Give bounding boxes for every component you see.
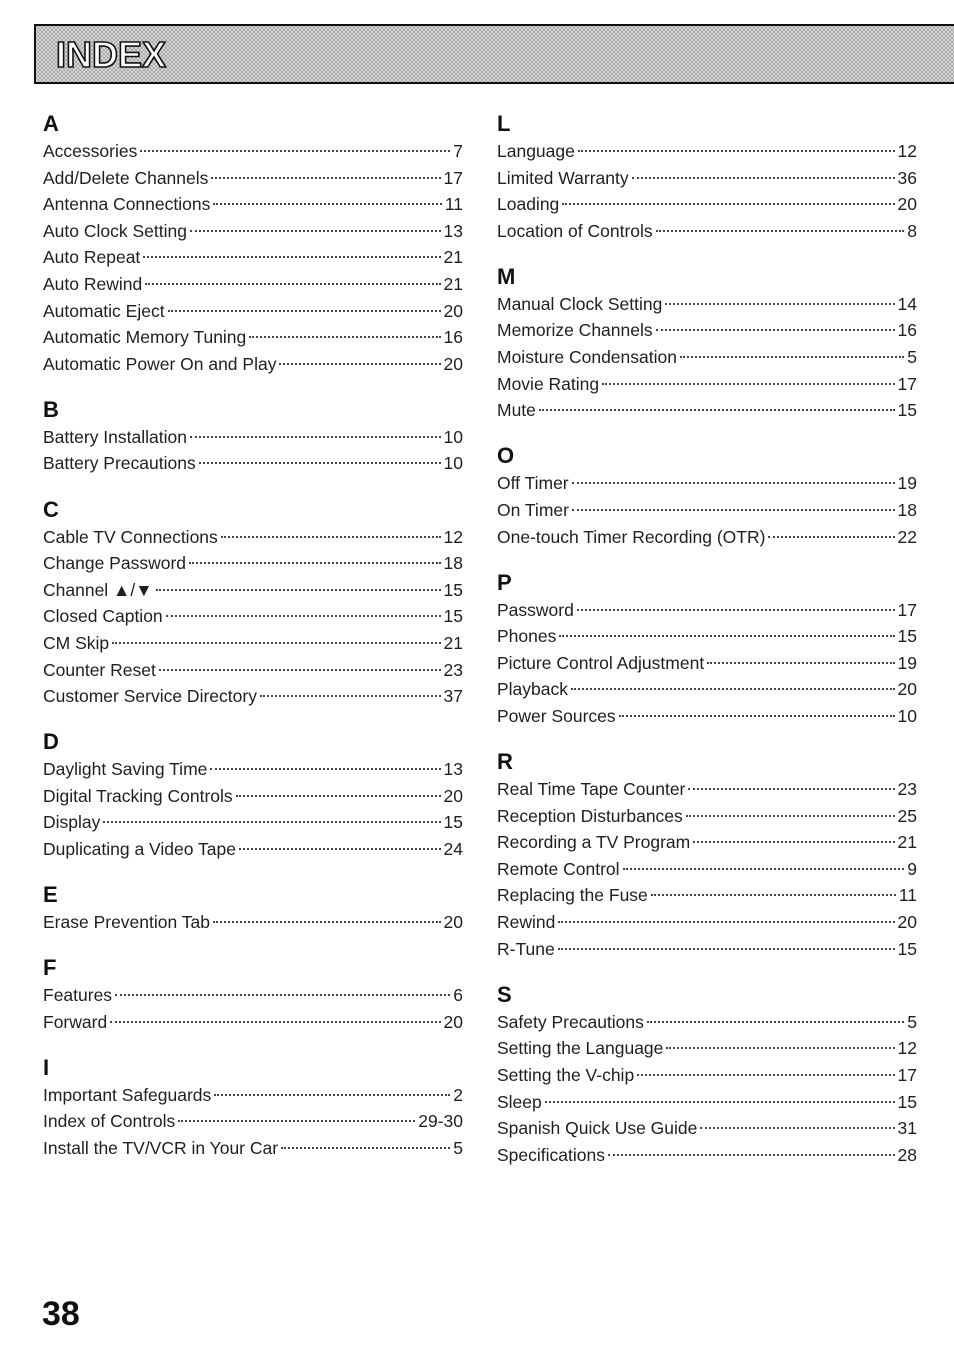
section-letter: B	[43, 396, 59, 422]
index-entry	[497, 936, 917, 963]
dot-leader	[190, 230, 441, 232]
dot-leader	[281, 1147, 450, 1149]
dot-leader	[213, 203, 441, 205]
index-entry	[497, 371, 917, 398]
index-entry	[497, 829, 917, 856]
index-term: Recording a TV Program	[497, 832, 691, 853]
index-term: Accessories	[43, 141, 138, 161]
index-entry	[497, 623, 917, 650]
index-page-ref: 23	[897, 779, 917, 800]
index-entry	[497, 1115, 917, 1142]
index-entry	[43, 577, 463, 604]
index-entry	[497, 803, 917, 830]
index-entry	[497, 524, 917, 551]
dot-leader	[545, 1101, 895, 1103]
index-term: Closed Caption	[43, 606, 163, 627]
index-page-ref: 9	[907, 858, 917, 879]
dot-leader	[189, 562, 441, 564]
dot-leader	[143, 256, 440, 258]
index-entry	[43, 324, 463, 351]
index-entry	[43, 244, 463, 271]
index-entry	[497, 1062, 917, 1089]
index-entry	[43, 218, 463, 245]
index-term: Add/Delete Channels	[43, 167, 209, 188]
index-page-ref: 20	[897, 912, 917, 933]
index-page-ref: 20	[897, 194, 917, 215]
dot-leader	[623, 868, 905, 870]
index-entry	[497, 218, 917, 245]
dot-leader	[260, 695, 441, 697]
index-term: One-touch Timer Recording (OTR)	[497, 526, 766, 547]
index-term: On Timer	[497, 499, 569, 520]
index-term: Display	[43, 812, 101, 833]
index-page-ref: 10	[443, 453, 463, 474]
dot-leader	[214, 1094, 450, 1096]
index-term: Automatic Power On and Play	[43, 353, 277, 374]
index-page-ref: 28	[897, 1144, 917, 1165]
index-page-ref: 16	[443, 327, 463, 348]
dot-leader	[572, 509, 895, 511]
index-section-b	[43, 396, 463, 477]
dot-leader	[221, 536, 441, 538]
index-page-ref: 18	[897, 499, 917, 520]
index-page-ref: 20	[897, 679, 917, 700]
dot-leader	[115, 994, 450, 996]
dot-leader	[110, 1021, 440, 1023]
section-letter: P	[497, 569, 512, 595]
index-page-ref: 29-30	[418, 1111, 463, 1132]
index-page-ref: 12	[897, 1038, 917, 1059]
index-page-ref: 12	[443, 526, 463, 547]
index-term: Setting the Language	[497, 1038, 664, 1059]
index-term: CM Skip	[43, 632, 110, 653]
index-term: Auto Rewind	[43, 273, 143, 294]
dot-leader	[211, 177, 440, 179]
index-term: Auto Clock Setting	[43, 220, 187, 241]
index-entry	[497, 317, 917, 344]
index-term: Rewind	[497, 912, 556, 933]
dot-leader	[199, 462, 441, 464]
dot-leader	[656, 230, 905, 232]
section-letter: D	[43, 729, 59, 755]
index-entry	[497, 650, 917, 677]
index-section-i	[43, 1054, 463, 1162]
section-letter: L	[497, 111, 511, 136]
section-letter: R	[497, 749, 513, 775]
index-term: Moisture Condensation	[497, 347, 677, 368]
index-entry	[497, 191, 917, 218]
section-letter: E	[43, 882, 58, 908]
index-entry	[497, 291, 917, 318]
index-page-ref: 15	[443, 606, 463, 627]
index-entry	[497, 138, 917, 165]
index-term: R-Tune	[497, 938, 555, 959]
index-term: Loading	[497, 194, 560, 215]
index-entry	[43, 630, 463, 657]
dot-leader	[168, 310, 441, 312]
index-term: Manual Clock Setting	[497, 293, 663, 314]
index-page-ref: 13	[443, 759, 463, 780]
index-term: Location of Controls	[497, 220, 653, 241]
index-term: Digital Tracking Controls	[43, 785, 233, 806]
index-entry	[43, 1108, 463, 1135]
dot-leader	[651, 894, 896, 896]
dot-leader	[688, 788, 894, 790]
index-page-ref: 20	[443, 353, 463, 374]
index-entry	[497, 165, 917, 192]
section-letter: O	[497, 443, 515, 469]
index-section-c	[43, 496, 463, 710]
dot-leader	[166, 615, 441, 617]
index-section-o	[497, 442, 917, 550]
index-page-ref: 20	[443, 300, 463, 321]
index-entry	[497, 856, 917, 883]
index-section-e	[43, 881, 463, 936]
index-term: Features	[43, 985, 113, 1006]
index-term: Index of Controls	[43, 1111, 176, 1132]
dot-leader	[666, 1047, 894, 1049]
index-term: Mute	[497, 400, 536, 421]
dot-leader	[190, 436, 441, 438]
index-section-m	[497, 263, 917, 424]
index-entry	[43, 424, 463, 451]
dot-leader	[558, 948, 895, 950]
index-page-ref: 5	[907, 1011, 917, 1032]
index-page-ref: 21	[443, 632, 463, 653]
dot-leader	[608, 1154, 895, 1156]
dot-leader	[619, 715, 895, 717]
index-page-ref: 21	[443, 273, 463, 294]
index-page-ref: 15	[897, 400, 917, 421]
index-term: Language	[497, 141, 575, 161]
index-entry	[497, 776, 917, 803]
index-entry	[497, 344, 917, 371]
index-term: Picture Control Adjustment	[497, 652, 705, 673]
index-section-l	[497, 110, 917, 244]
index-entry	[43, 550, 463, 577]
index-term: Erase Prevention Tab	[43, 912, 211, 933]
index-term: Playback	[497, 679, 569, 700]
index-entry	[497, 703, 917, 730]
index-term: Movie Rating	[497, 373, 600, 394]
index-page-ref: 17	[897, 373, 917, 394]
dot-leader	[571, 688, 895, 690]
index-term: Change Password	[43, 553, 186, 574]
index-term: Auto Repeat	[43, 247, 141, 268]
index-section-r	[497, 748, 917, 962]
index-page-ref: 6	[453, 985, 463, 1006]
index-entry	[497, 397, 917, 424]
dot-leader	[637, 1074, 894, 1076]
index-section-f	[43, 954, 463, 1035]
dot-leader	[145, 283, 440, 285]
index-section-s	[497, 981, 917, 1169]
index-page-ref: 18	[443, 553, 463, 574]
index-entry	[43, 909, 463, 936]
index-term: Antenna Connections	[43, 194, 211, 215]
index-entry	[43, 657, 463, 684]
dot-leader	[159, 669, 441, 671]
index-page-ref: 5	[907, 347, 917, 368]
index-page-ref: 24	[443, 838, 463, 859]
index-term: Spanish Quick Use Guide	[497, 1118, 698, 1139]
index-entry	[497, 1142, 917, 1169]
index-term: Automatic Eject	[43, 300, 165, 321]
index-term: Real Time Tape Counter	[497, 779, 686, 800]
index-page-ref: 8	[907, 220, 917, 241]
index-section-p	[497, 569, 917, 730]
index-page-ref: 19	[897, 473, 917, 494]
index-term: Replacing the Fuse	[497, 885, 648, 906]
index-page-ref: 17	[443, 167, 463, 188]
index-page-ref: 15	[443, 579, 463, 600]
dot-leader	[140, 150, 450, 152]
index-entry	[43, 1135, 463, 1162]
index-page-ref: 10	[897, 706, 917, 726]
index-column-right	[497, 110, 917, 1187]
index-page-ref: 14	[897, 293, 917, 314]
index-page-ref: 15	[897, 626, 917, 647]
index-entry	[497, 497, 917, 524]
index-term: Limited Warranty	[497, 167, 629, 188]
index-entry	[43, 603, 463, 630]
dot-leader	[665, 303, 894, 305]
dot-leader	[178, 1120, 415, 1122]
dot-leader	[236, 795, 441, 797]
index-entry	[497, 1035, 917, 1062]
index-entry	[497, 1089, 917, 1116]
dot-leader	[707, 662, 894, 664]
dot-leader	[103, 821, 440, 823]
index-term: Safety Precautions	[497, 1011, 644, 1032]
index-entry	[497, 676, 917, 703]
section-letter: A	[43, 111, 59, 136]
index-term: Counter Reset	[43, 659, 156, 680]
index-term: Sleep	[497, 1091, 542, 1112]
section-letter: S	[497, 981, 512, 1007]
index-entry	[43, 524, 463, 551]
index-page-ref: 11	[898, 885, 917, 906]
index-entry	[43, 450, 463, 477]
index-page-ref: 22	[897, 526, 917, 547]
dot-leader	[578, 150, 895, 152]
dot-leader	[680, 356, 904, 358]
index-entry	[43, 1082, 463, 1109]
index-entry	[43, 1009, 463, 1036]
section-letter: F	[43, 955, 57, 981]
index-term: Daylight Saving Time	[43, 759, 208, 780]
section-letter: I	[43, 1054, 50, 1080]
index-term: Off Timer	[497, 473, 569, 494]
dot-leader	[768, 536, 894, 538]
index-page-ref: 16	[897, 320, 917, 341]
index-entry	[43, 683, 463, 710]
index-page-ref: 13	[443, 220, 463, 241]
index-page-ref: 25	[897, 805, 917, 826]
index-page-ref: 15	[443, 812, 463, 833]
dot-leader	[249, 336, 440, 338]
index-entry	[497, 909, 917, 936]
dot-leader	[700, 1127, 894, 1129]
index-page-ref: 20	[443, 785, 463, 806]
index-term: Power Sources	[497, 706, 616, 726]
index-entry	[43, 298, 463, 325]
index-page-ref: 20	[443, 1011, 463, 1032]
index-term: Forward	[43, 1011, 108, 1032]
index-page-ref: 10	[443, 426, 463, 447]
dot-leader	[572, 482, 895, 484]
dot-leader	[213, 921, 441, 923]
index-page-ref: 2	[453, 1084, 463, 1105]
index-term: Memorize Channels	[497, 320, 653, 341]
dot-leader	[239, 848, 441, 850]
index-page-ref: 17	[897, 599, 917, 620]
index-section-a	[43, 110, 463, 377]
dot-leader	[656, 329, 895, 331]
index-term: Phones	[497, 626, 557, 647]
index-page-ref: 5	[453, 1138, 463, 1159]
index-page-ref: 15	[897, 938, 917, 959]
index-entry	[43, 756, 463, 783]
index-term: Specifications	[497, 1144, 605, 1165]
dot-leader	[559, 635, 894, 637]
index-page-ref: 12	[897, 141, 917, 161]
index-term: Automatic Memory Tuning	[43, 327, 247, 348]
index-term: Install the TV/VCR in Your Car	[43, 1138, 279, 1159]
index-page-ref: 11	[444, 194, 463, 215]
index-page-ref: 19	[897, 652, 917, 673]
dot-leader	[602, 383, 894, 385]
index-page-ref: 36	[897, 167, 917, 188]
index-term: Battery Precautions	[43, 453, 196, 474]
index-entry	[43, 783, 463, 810]
dot-leader	[210, 768, 440, 770]
dot-leader	[279, 363, 440, 365]
index-term: Duplicating a Video Tape	[43, 838, 236, 859]
dot-leader	[156, 589, 441, 591]
dot-leader	[558, 921, 894, 923]
section-letter: C	[43, 496, 59, 522]
page-number: 38	[42, 1295, 80, 1333]
index-page-ref: 7	[453, 141, 463, 161]
index-entry	[43, 271, 463, 298]
index-entry	[43, 191, 463, 218]
index-entry	[497, 597, 917, 624]
dot-leader	[693, 841, 894, 843]
index-term: Battery Installation	[43, 426, 187, 447]
index-page-ref: 21	[443, 247, 463, 268]
index-entry	[43, 982, 463, 1009]
index-term: Channel ▲/▼	[43, 579, 153, 600]
index-term: Setting the V-chip	[497, 1064, 635, 1085]
index-entry	[43, 351, 463, 378]
index-page-ref: 17	[897, 1064, 917, 1085]
index-entry	[43, 165, 463, 192]
dot-leader	[577, 609, 895, 611]
index-header-band	[34, 24, 954, 84]
index-term: Customer Service Directory	[43, 686, 257, 707]
dot-leader	[112, 642, 440, 644]
index-term: Reception Disturbances	[497, 805, 683, 826]
index-entry	[497, 1009, 917, 1036]
dot-leader	[686, 815, 895, 817]
index-section-d	[43, 728, 463, 862]
index-page-ref: 15	[897, 1091, 917, 1112]
dot-leader	[539, 409, 895, 411]
index-entry	[497, 882, 917, 909]
dot-leader	[647, 1021, 904, 1023]
index-term: Important Safeguards	[43, 1084, 212, 1105]
index-term: Password	[497, 599, 574, 620]
dot-leader	[632, 177, 895, 179]
index-page-ref: 31	[897, 1118, 917, 1139]
index-entry	[43, 809, 463, 836]
dot-leader	[562, 203, 894, 205]
index-page-ref: 23	[443, 659, 463, 680]
index-page-ref: 20	[443, 912, 463, 933]
index-page-ref: 21	[897, 832, 917, 853]
section-letter: M	[497, 263, 516, 289]
index-term: Remote Control	[497, 858, 620, 879]
index-column-left	[43, 110, 463, 1180]
index-entry	[43, 138, 463, 165]
index-entry	[497, 470, 917, 497]
page-title: INDEX	[56, 34, 167, 75]
index-page-ref: 37	[443, 686, 463, 707]
index-entry	[43, 836, 463, 863]
index-term: Cable TV Connections	[43, 526, 218, 547]
